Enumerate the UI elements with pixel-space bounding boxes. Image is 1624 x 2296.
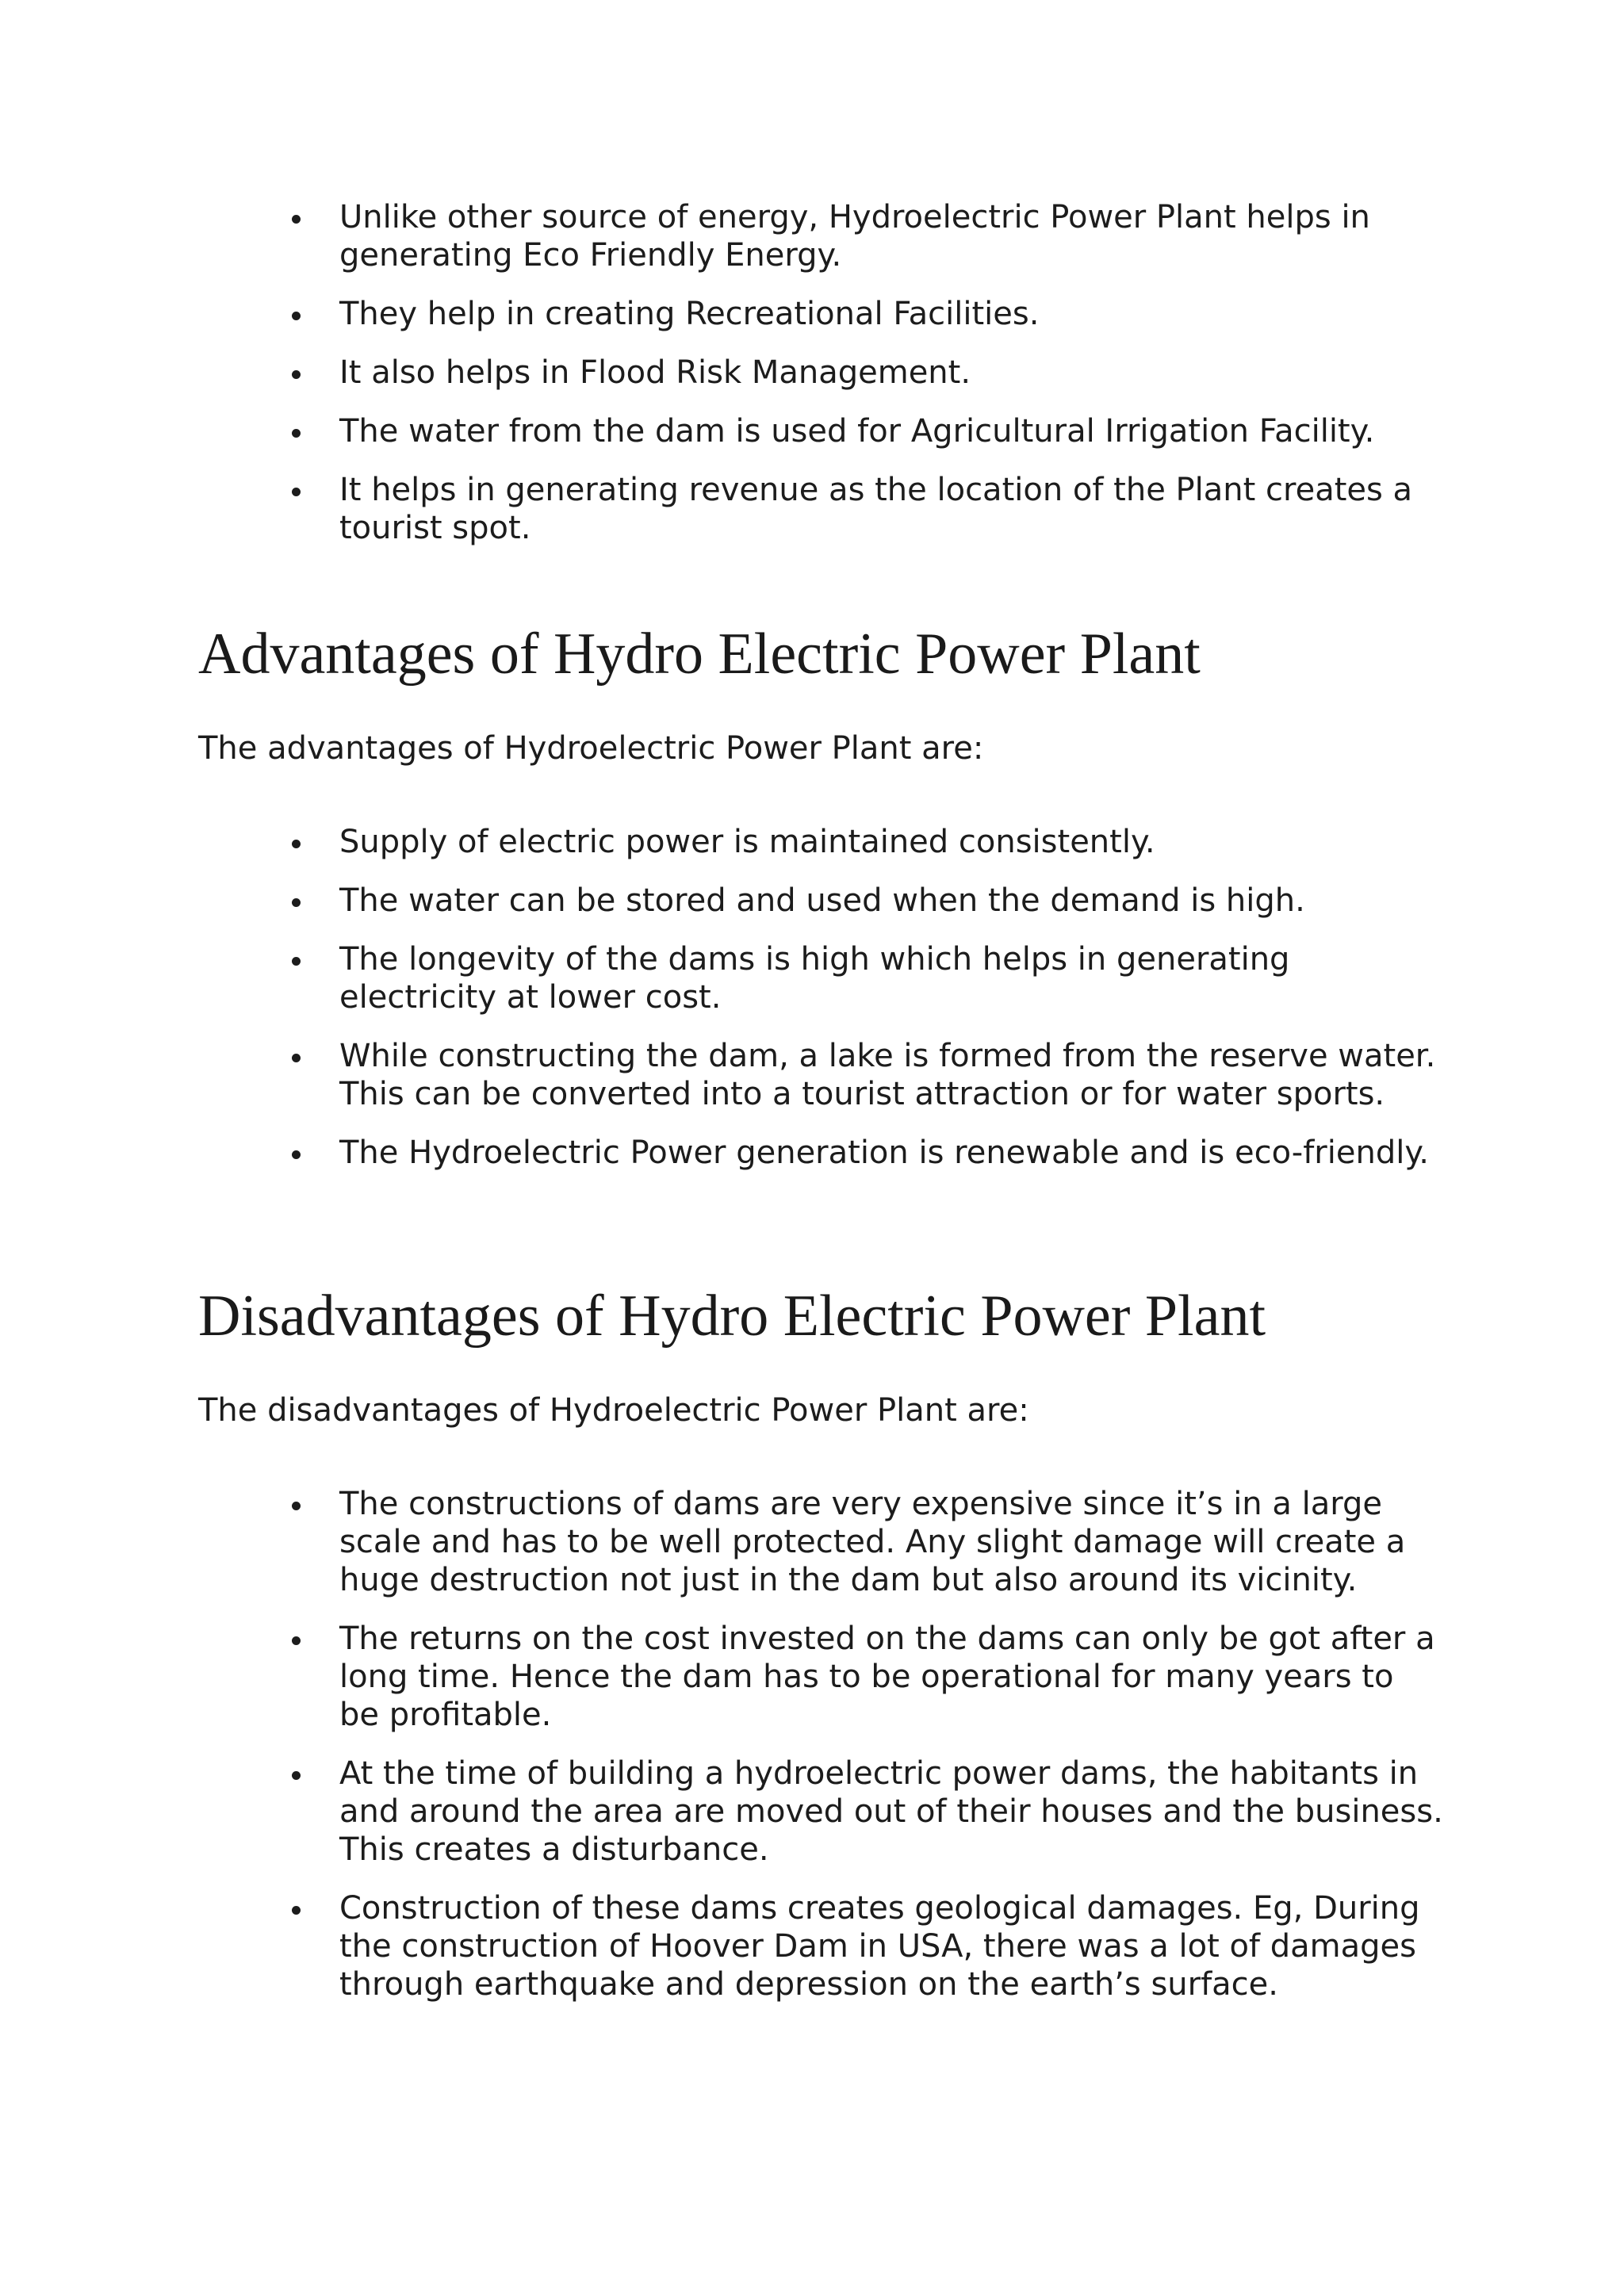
list-item: The water can be stored and used when the demand is high.: [285, 882, 1443, 920]
advantages-intro: The advantages of Hydroelectric Power Plant are:: [198, 730, 984, 767]
disadvantages-bullet-list: [285, 1485, 1443, 2024]
list-item: The longevity of the dams is high which helps in generating electricity at lower cost.: [285, 940, 1443, 1016]
list-item: Unlike other source of energy, Hydroelectric Power Plant helps in generating Eco Friendly Energy.: [285, 198, 1443, 274]
list-item: The returns on the cost invested on the dams can only be got after a long time. Hence the dam has to be operational for many years to be profitable.: [285, 1620, 1443, 1734]
uses-bullet-list: [285, 198, 1443, 568]
list-item: Supply of electric power is maintained consistently.: [285, 823, 1443, 861]
list-item: The Hydroelectric Power generation is renewable and is eco-friendly.: [285, 1134, 1443, 1172]
list-item: It also helps in Flood Risk Management.: [285, 354, 1443, 392]
advantages-bullet-list: [285, 823, 1443, 1192]
list-item: The water from the dam is used for Agricultural Irrigation Facility.: [285, 412, 1443, 450]
list-item: The constructions of dams are very expensive since it’s in a large scale and has to be well protected. Any slight damage will create a huge destruction not just in the dam but also around its vicinity.: [285, 1485, 1443, 1599]
list-item: It helps in generating revenue as the location of the Plant creates a tourist spot.: [285, 471, 1443, 547]
disadvantages-intro: The disadvantages of Hydroelectric Power Plant are:: [198, 1392, 1029, 1429]
advantages-heading: Advantages of Hydro Electric Power Plant: [198, 622, 1201, 687]
disadvantages-heading: Disadvantages of Hydro Electric Power Plant: [198, 1284, 1266, 1349]
list-item: While constructing the dam, a lake is formed from the reserve water. This can be converted into a tourist attraction or for water sports.: [285, 1037, 1443, 1113]
list-item: Construction of these dams creates geological damages. Eg, During the construction of Hoover Dam in USA, there was a lot of damages through earthquake and depression on the earth’s surface.: [285, 1889, 1443, 2003]
list-item: They help in creating Recreational Facilities.: [285, 295, 1443, 333]
list-item: At the time of building a hydroelectric power dams, the habitants in and around the area are moved out of their houses and the business. This creates a disturbance.: [285, 1755, 1443, 1869]
